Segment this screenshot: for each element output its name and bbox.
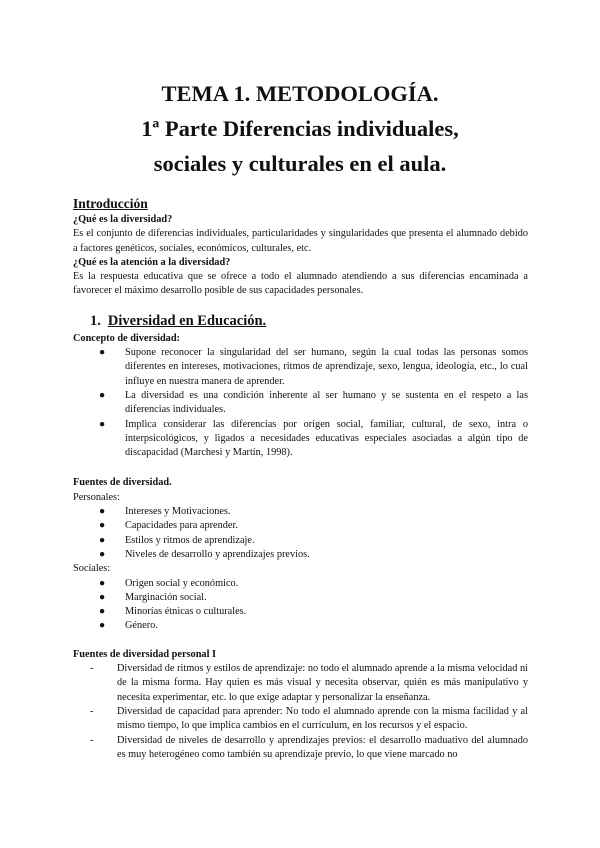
dash-icon: -	[90, 663, 94, 675]
title-line-1: TEMA 1. METODOLOGÍA.	[161, 81, 439, 106]
bullet-icon: ●	[99, 389, 106, 401]
bullet-icon: ●	[99, 520, 106, 532]
section-number: 1.	[90, 312, 101, 329]
document-title	[0, 76, 600, 181]
personal-sources-list	[73, 662, 528, 762]
bullet-icon: ●	[99, 591, 106, 603]
list-item: ● Supone reconocer la singularidad del ser humano, según la cual todas las personas somos diferentes en intereses, motivaciones, ritmos de aprendizaje, sexo, lengua, ideología, etc., lo cual influye en nuestra manera de aprender.	[99, 347, 528, 387]
bullet-icon: ●	[99, 548, 106, 560]
question-attention: ¿Qué es la atención a la diversidad?	[73, 256, 231, 268]
question-diversity: ¿Qué es la diversidad?	[73, 214, 173, 225]
title-line-3: sociales y culturales en el aula.	[153, 151, 447, 176]
list-item: - Diversidad de niveles de desarrollo y aprendizajes previos: el desarrollo maduativo del alumnado es muy heterogéneo como también su aprendizaje previo, lo que viene marcado no	[90, 734, 528, 760]
bullet-icon: ●	[99, 418, 106, 430]
bullet-icon: ●	[99, 347, 106, 359]
personal-label: Personales:	[73, 491, 120, 503]
bullet-icon: ●	[99, 577, 106, 589]
answer-attention: Es la respuesta educativa que se ofrece a todo el alumnado atendiendo a sus diferencias encaminada a favorecer el máximo desarrollo posible de sus capacidades personales.	[73, 271, 528, 297]
list-item: ● Capacidades para aprender.	[99, 519, 528, 533]
answer-diversity: Es el conjunto de diferencias individuales, particularidades y singularidades que presenta el alumnado debido a factores genéticos, sociales, económicos, culturales, etc.	[73, 228, 528, 254]
concept-list	[73, 346, 528, 460]
bullet-icon: ●	[99, 620, 106, 632]
bullet-icon: ●	[99, 506, 106, 518]
list-item: ● Niveles de desarrollo y aprendizajes previos.	[99, 548, 528, 562]
dash-icon: -	[90, 705, 94, 717]
list-item: ● Intereses y Motivaciones.	[99, 505, 528, 519]
section-1-heading	[90, 312, 528, 330]
list-item: ● Origen social y económico.	[99, 577, 528, 591]
list-item: ● Estilos y ritmos de aprendizaje.	[99, 534, 528, 548]
social-list	[73, 577, 528, 634]
sources-label: Fuentes de diversidad.	[73, 477, 172, 489]
concept-label: Concepto de diversidad:	[73, 332, 180, 344]
list-item: ● Género.	[99, 619, 528, 633]
dash-icon: -	[90, 734, 94, 746]
list-item: - Diversidad de ritmos y estilos de aprendizaje: no todo el alumnado aprende a la misma velocidad ni de la misma forma. Hay quien es más visual y necesita observar, quién es más manipulativo y necesita experimentar, etc. lo que exige adaptar y personalizar la enseñanza.	[90, 663, 528, 703]
intro-heading: Introducción	[73, 196, 148, 211]
bullet-icon: ●	[99, 534, 106, 546]
personal-list	[73, 505, 528, 562]
social-label: Sociales:	[73, 563, 111, 575]
document-body	[73, 196, 528, 762]
bullet-icon: ●	[99, 606, 106, 618]
section-title: Diversidad en Educación.	[107, 312, 267, 329]
list-item: - Diversidad de capacidad para aprender: No todo el alumnado aprende con la misma facilidad y al mismo tiempo, lo que implica cambios en el currículum, en los recursos y el espacio.	[90, 705, 528, 732]
list-item: ● La diversidad es una condición inherente al ser humano y se sustenta en el respeto a las diferencias individuales.	[99, 389, 528, 416]
list-item: ● Implica considerar las diferencias por origen social, familiar, cultural, de sexo, intra o interpsicológicos, y ligados a necesidades educativas especiales asociadas a algún tipo de discapacidad (Marchesi y Martín, 1998).	[99, 418, 528, 459]
personal-sources-label: Fuentes de diversidad personal I	[73, 648, 217, 660]
list-item: ● Minorías étnicas o culturales.	[99, 605, 528, 619]
title-line-2: 1ª Parte Diferencias individuales,	[141, 116, 459, 141]
list-item: ● Marginación social.	[99, 591, 528, 605]
